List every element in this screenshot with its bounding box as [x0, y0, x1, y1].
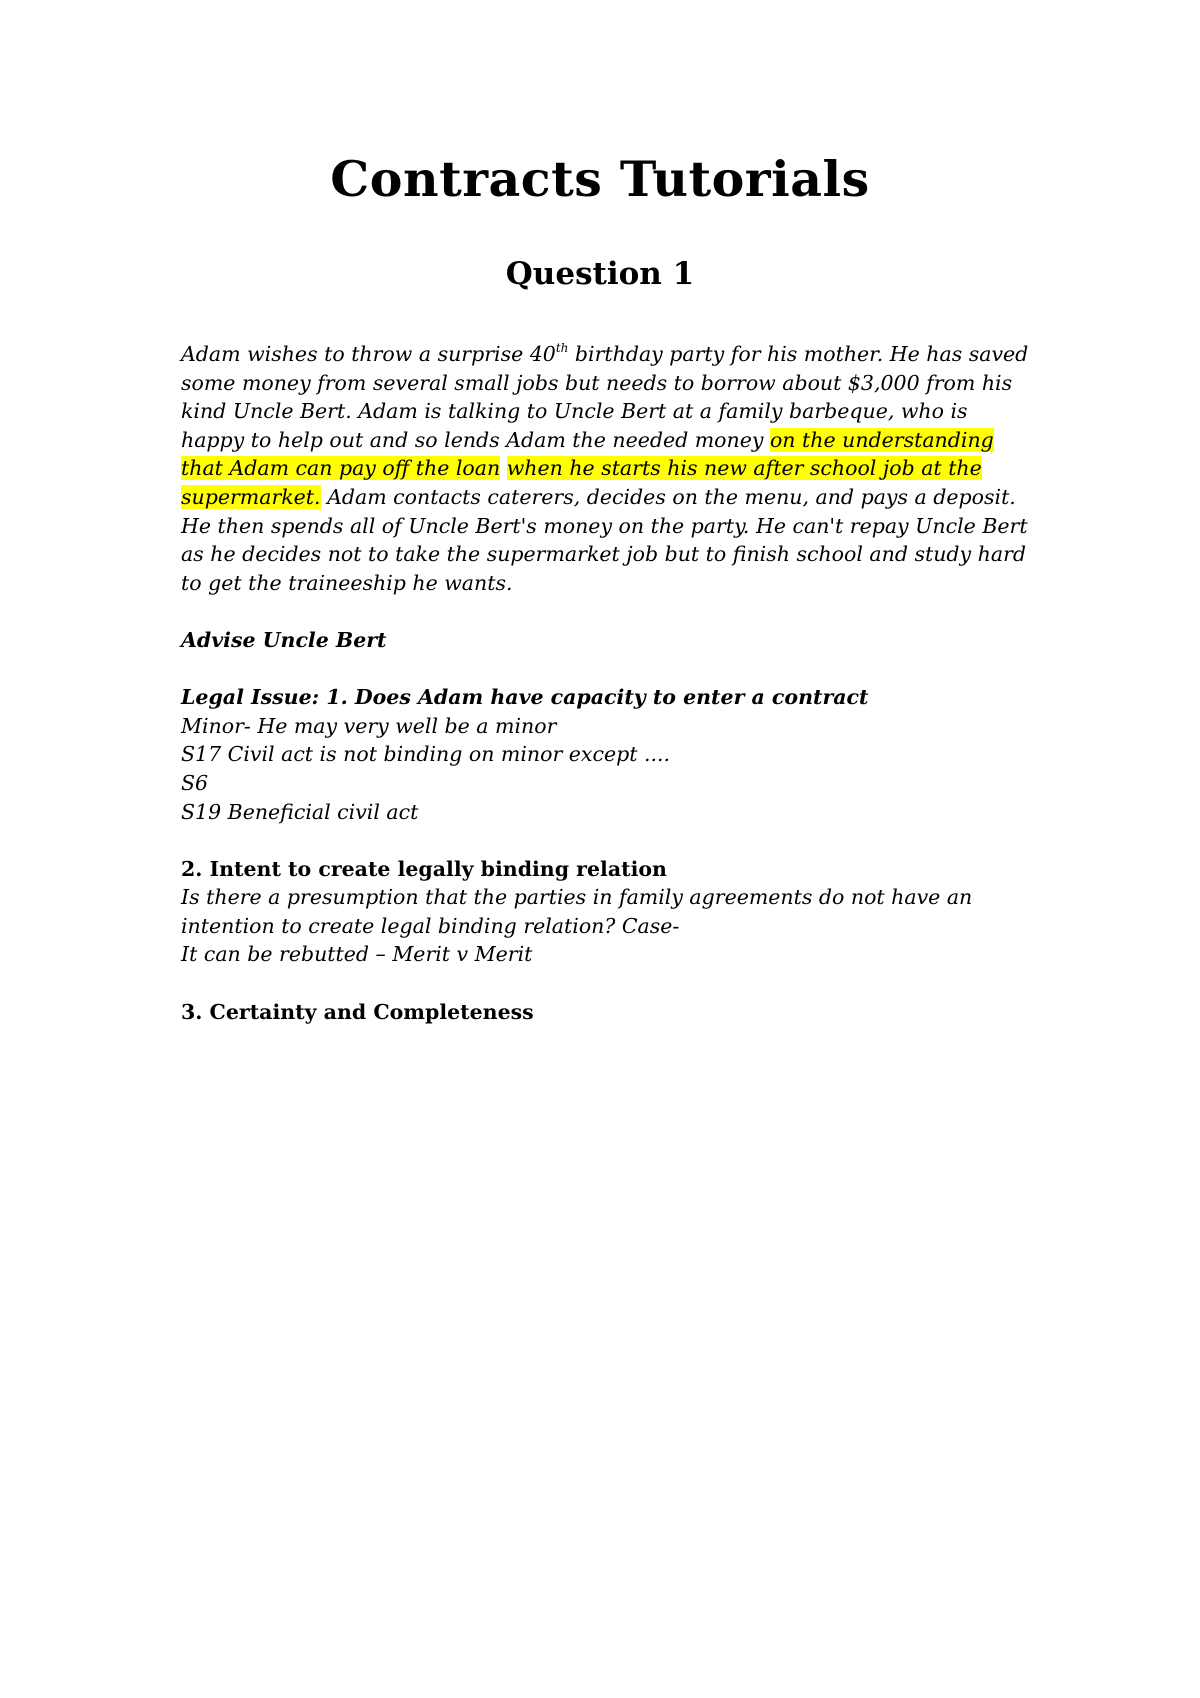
- document-title: Contracts Tutorials: [330, 150, 870, 208]
- highlight-loan-terms: on the understanding that Adam can pay off the loan: [181, 427, 994, 481]
- issue-1-heading: Legal Issue: 1. Does Adam have capacity to enter a contract: [181, 685, 869, 710]
- ordinal-suffix: th: [555, 341, 569, 355]
- issue-1-line: Minor- He may very well be a minor: [181, 713, 557, 738]
- scenario-text-2: birthday party for his mother. He has saved some money from several small jobs but needs to borrow about $3,000 from his kind Uncle Bert. Adam is talking to Uncle Bert at a family barbeque, who is happy to help out and so lends Adam the needed money: [181, 342, 1029, 452]
- issue-2-heading: 2. Intent to create legally binding relation: [181, 856, 667, 881]
- issue-2-line: Is there a presumption that the parties in family agreements do not have an intention to create legal binding relation? Case-: [181, 885, 973, 938]
- advise-heading: Advise Uncle Bert: [181, 627, 387, 652]
- document-body: [181, 340, 1031, 1026]
- scenario-text-3: Adam contacts caterers, decides on the menu, and pays a deposit. He then spends all of Uncle Bert's money on the party. He can't repay Uncle Bert as he decides not to take the supermarket job but to finish school and study hard to get the traineeship he wants.: [181, 484, 1028, 595]
- scenario-paragraph: [181, 340, 1031, 597]
- scenario-text-1: Adam wishes to throw a surprise 40: [181, 342, 556, 366]
- issue-1-line: S17 Civil act is not binding on minor except ....: [181, 742, 671, 767]
- question-heading: Question 1: [505, 256, 695, 292]
- highlight-job-condition: when he starts his new after school job at the supermarket.: [181, 456, 982, 509]
- issue-3-heading: 3. Certainty and Completeness: [181, 999, 534, 1024]
- issue-1-line: S19 Beneficial civil act: [181, 799, 419, 824]
- issue-1-line: S6: [181, 770, 209, 795]
- issue-2-line: It can be rebutted – Merit v Merit: [181, 942, 533, 967]
- scenario-space: [500, 456, 507, 480]
